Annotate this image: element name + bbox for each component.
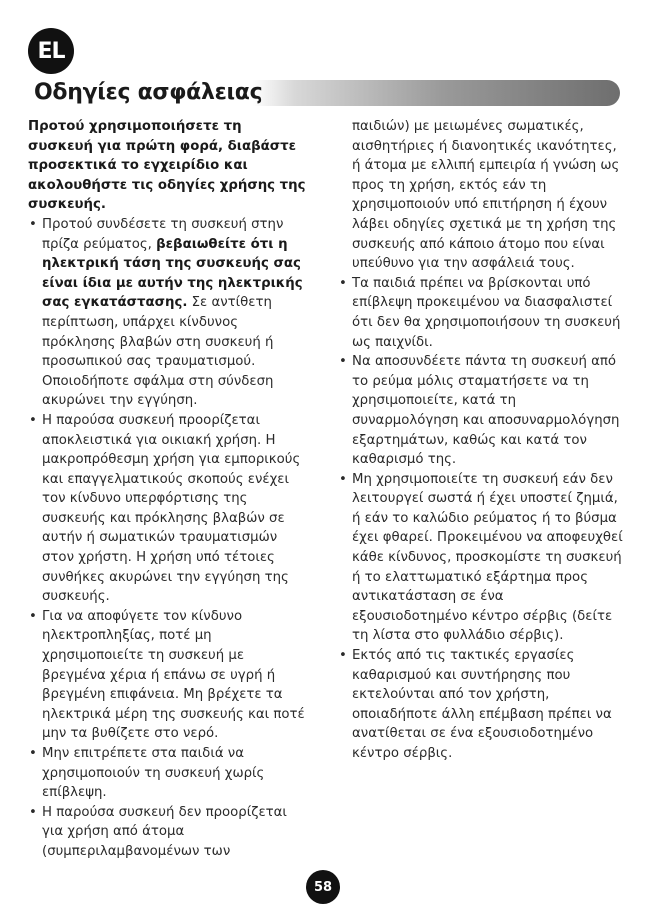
right-column [338,117,623,764]
page-title: Οδηγίες ασφάλειας [34,80,263,105]
list-item [28,215,310,411]
list-item: • Τα παιδιά πρέπει να βρίσκονται υπό επίβλεψη προκειμένου να διασφαλιστεί ότι δεν θα χρησιμοποιήσουν τη συσκευή ως παιχνίδι. [338,274,623,352]
list-item: • Η παρούσα συσκευή προορίζεται αποκλειστικά για οικιακή χρήση. Η μακροπρόθεσμη χρήση για εμπορικούς και επαγγελματικούς σκοπούς ενέχει τον κίνδυνο υπερφόρτισης της συσκευής και πρόκλησης βλαβών σε αυτήν ή σωματικών τραυματισμών στον χρήστη. Η χρήση υπό τέτοιες συνθήκες ακυρώνει την εγγύηση της συσκευής. [28,411,310,607]
list-item: • Για να αποφύγετε τον κίνδυνο ηλεκτροπληξίας, ποτέ μη χρησιμοποιείτε τη συσκευή με βρεγμένα χέρια ή επάνω σε υγρή ή βρεγμένη επιφάνεια. Μη βρέχετε τα ηλεκτρικά μέρη της συσκευής και ποτέ μην τα βυθίζετε στο νερό. [28,607,310,744]
page-number: 58 [306,870,340,904]
continued-text: παιδιών) με μειωμένες σωματικές, αισθητήριες ή διανοητικές ικανότητες, ή άτομα με ελλιπή εμπειρία ή γνώση ως προς τη χρήση, εκτός εάν τη χρησιμοποιούν υπό επιτήρηση ή έχουν λάβει οδηγίες σχετικά με τη χρήση της συσκευής από κάποιο άτομο που είναι υπεύθυνο για την ασφάλειά τους. [352,119,620,272]
safety-list-left [28,215,310,862]
safety-list-right [338,274,623,764]
list-item: • Να αποσυνδέετε πάντα τη συσκευή από το ρεύμα μόλις σταματήσετε να τη χρησιμοποιείτε, κατά τη συναρμολόγηση και αποσυναρμολόγηση εξαρτημάτων, καθώς και κατά τον καθαρισμό της. [338,352,623,470]
item-text: Προτού συνδέσετε τη συσκευή στην πρίζα ρεύματος, [42,216,284,252]
list-item: • Εκτός από τις τακτικές εργασίες καθαρισμού και συντήρησης που εκτελούνται από τον χρήστη, οποιαδήποτε άλλη επέμβαση πρέπει να ανατίθεται σε ένα εξουσιοδοτημένο κέντρο σέρβις. [338,646,623,764]
intro-text: Προτού χρησιμοποιήσετε τη συσκευή για πρώτη φορά, διαβάστε προσεκτικά το εγχειρίδιο και ακολουθήστε τις οδηγίες χρήσης της συσκευής. [28,119,306,213]
list-item: • Μην επιτρέπετε στα παιδιά να χρησιμοποιούν τη συσκευή χωρίς επίβλεψη. [28,744,310,803]
list-item: • Η παρούσα συσκευή δεν προορίζεται για χρήση από άτομα (συμπεριλαμβανομένων των [28,803,310,862]
left-column [28,117,310,862]
list-item: • Μη χρησιμοποιείτε τη συσκευή εάν δεν λειτουργεί σωστά ή έχει υποστεί ζημιά, ή εάν το καλώδιο ρεύματος ή το βύσμα έχει φθαρεί. Προκειμένου να αποφευχθεί κάθε κίνδυνος, προσκομίστε τη συσκευή ή το ελαττωματικό εξάρτημα προς αντικατάσταση σε ένα εξουσιοδοτημένο κέντρο σέρβις (δείτε τη λίστα στο φυλλάδιο σέρβις). [338,470,623,646]
language-badge: EL [28,28,74,74]
item-bold-text: βεβαιωθείτε ότι η ηλεκτρική τάση της συσκευής σας είναι ίδια με αυτήν της ηλεκτρικής σας εγκατάστασης. [42,236,303,311]
item-text: Σε αντίθετη περίπτωση, υπάρχει κίνδυνος πρόκλησης βλαβών στη συσκευή ή προσωπικού σας τραυματισμού. Οποιοδήποτε σφάλμα στη σύνδεση ακυρώνει την εγγύηση. [42,295,274,409]
